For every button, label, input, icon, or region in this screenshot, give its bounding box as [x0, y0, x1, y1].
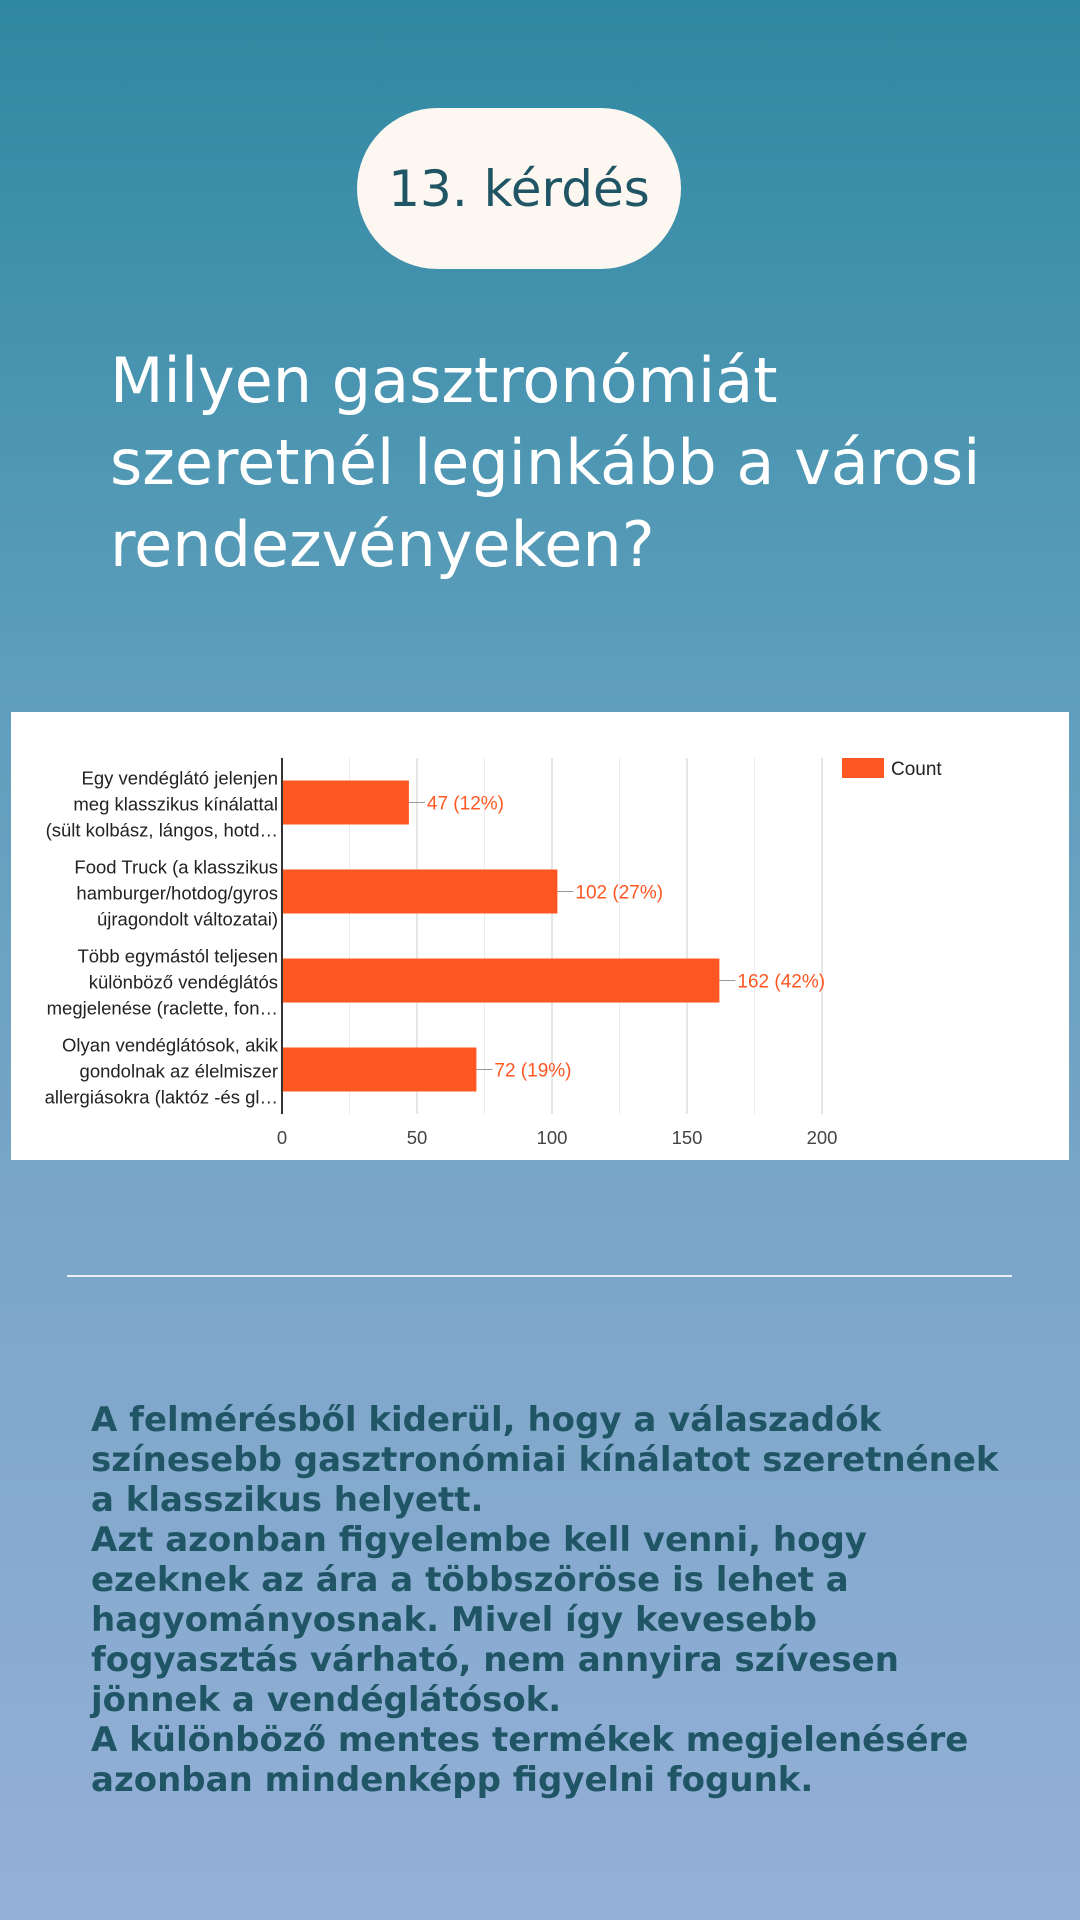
x-tick-label: 0	[276, 1127, 288, 1148]
legend-label: Count	[891, 759, 942, 780]
category-label: Egy vendéglátó jelenjen	[81, 767, 278, 789]
category-label: Több egymástól teljesen	[77, 945, 278, 967]
summary-text	[91, 1400, 1021, 1800]
category-label: hamburger/hotdog/gyros	[76, 882, 278, 904]
category-label: különböző vendéglátós	[88, 971, 278, 993]
question-line: Milyen gasztronómiát	[110, 344, 778, 417]
data-label: 47 (12%)	[426, 793, 505, 815]
bar	[282, 781, 409, 825]
category-label: újragondolt változatai)	[97, 908, 278, 930]
x-tick-label: 200	[806, 1127, 838, 1148]
data-label: 162 (42%)	[737, 971, 826, 993]
question-line: rendezvényeken?	[110, 508, 655, 581]
category-label: allergiásokra (laktóz -és gl…	[44, 1086, 278, 1108]
bar	[282, 1048, 476, 1092]
x-tick-label: 150	[671, 1127, 703, 1148]
question-title	[110, 340, 990, 586]
section-divider	[67, 1275, 1012, 1277]
question-number: 13. kérdés	[388, 159, 650, 218]
question-line: szeretnél leginkább a városi	[110, 426, 981, 499]
category-label: gondolnak az élelmiszer	[79, 1060, 278, 1082]
summary-paragraph: A különböző mentes termékek megjelenésére azonban mindenképp figyelni fogunk.	[91, 1720, 969, 1800]
bar	[282, 870, 557, 914]
legend-swatch	[842, 758, 884, 778]
summary-paragraph: Azt azonban figyelembe kell venni, hogy ezeknek az ára a többszöröse is lehet a hagyományosnak. Mivel így kevesebb fogyasztás várható, nem annyira szívesen jönnek a vendéglátósok.	[91, 1520, 899, 1720]
category-label: megjelenése (raclette, fon…	[46, 997, 278, 1019]
bar-chart	[11, 712, 1069, 1160]
data-label: 72 (19%)	[494, 1060, 572, 1082]
category-label: Food Truck (a klasszikus	[74, 856, 278, 878]
data-label: 102 (27%)	[575, 882, 664, 904]
x-tick-label: 50	[406, 1127, 428, 1148]
category-label: meg klasszikus kínálattal	[73, 793, 278, 815]
category-label: (sült kolbász, lángos, hotd…	[45, 819, 278, 841]
summary-paragraph: A felmérésből kiderül, hogy a válaszadók színesebb gasztronómiai kínálatot szeretnének a klasszikus helyett.	[91, 1400, 999, 1520]
question-number-badge	[357, 108, 681, 269]
bar-chart-card	[11, 712, 1069, 1160]
bar	[282, 959, 719, 1003]
x-tick-label: 100	[536, 1127, 568, 1148]
category-label: Olyan vendéglátósok, akik	[62, 1034, 278, 1056]
